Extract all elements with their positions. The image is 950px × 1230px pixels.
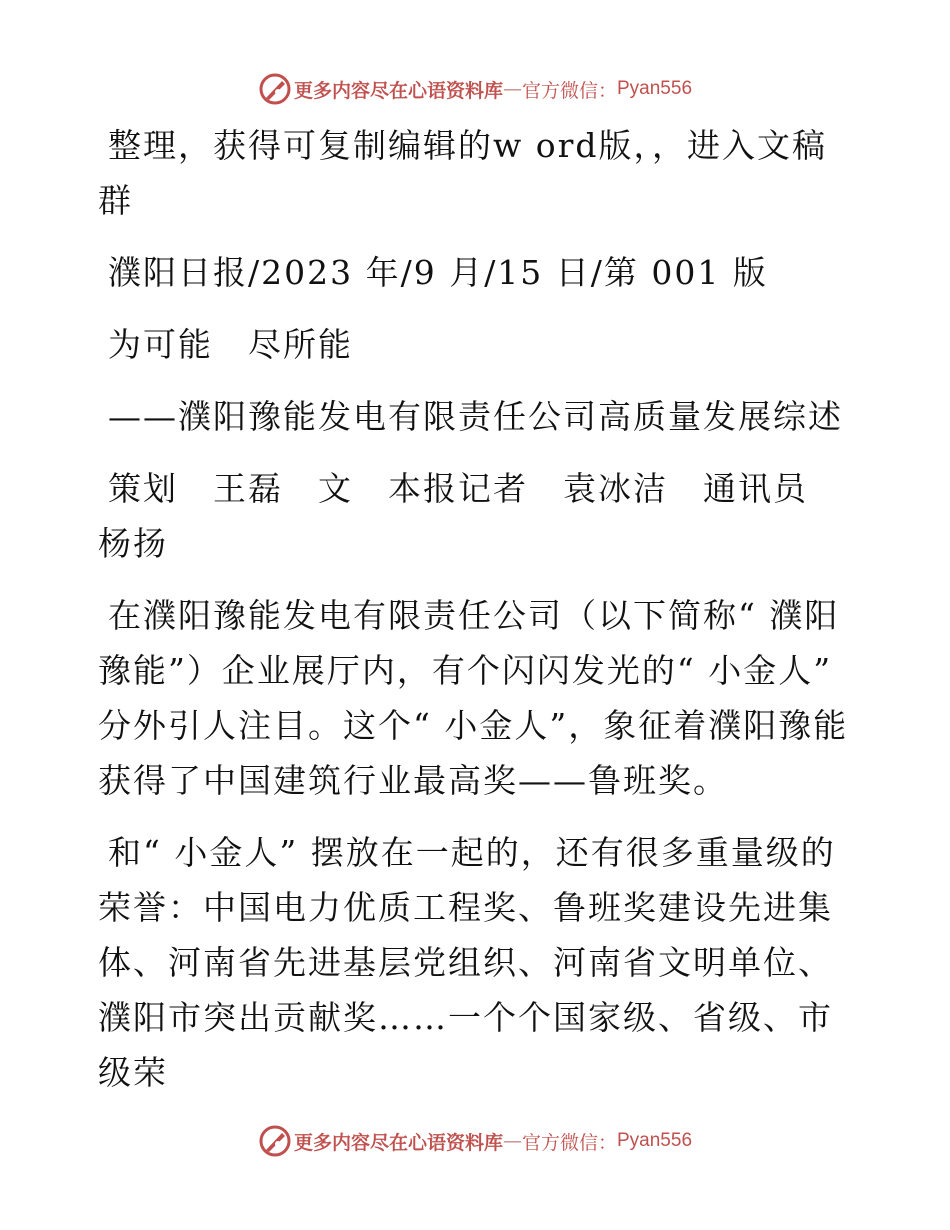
footer-watermark	[0, 1124, 950, 1158]
document-body	[98, 118, 850, 1117]
article-byline: 策划 王磊 文 本报记者 袁冰洁 通讯员 杨扬	[98, 469, 843, 563]
article-subtitle: ——濮阳豫能发电有限责任公司高质量发展综述	[108, 397, 843, 436]
watermark-wechat-label: 官方微信：	[521, 79, 617, 102]
watermark-main-text: 更多内容尽在心语资料库	[293, 79, 503, 102]
header-watermark	[0, 72, 950, 106]
quill-logo-icon	[258, 72, 292, 106]
paragraph-source-line: 濮阳日报/2023 年/9 月/15 日/第 001 版	[108, 253, 768, 292]
watermark-wechat-id: Pyan556	[617, 78, 693, 99]
watermark-wechat-id: Pyan556	[617, 1130, 693, 1151]
watermark-separator: —	[502, 1130, 522, 1152]
paragraph-body-1: 在濮阳豫能发电有限责任公司（以下简称“ 濮阳豫能”）企业展厅内，有个闪闪发光的“ 小金人” 分外引人注目。这个“ 小金人”，象征着濮阳豫能获得了中国建筑行业最高奖——鲁班奖。	[98, 596, 849, 800]
paragraph-intro-note: 整理，获得可复制编辑的w ord版，，进入文稿群	[98, 126, 828, 220]
article-title: 为可能 尽所能	[108, 325, 353, 364]
watermark-main-text: 更多内容尽在心语资料库	[293, 1131, 503, 1154]
watermark-separator: —	[502, 78, 522, 100]
watermark-wechat-label: 官方微信：	[521, 1131, 617, 1154]
quill-logo-icon	[258, 1124, 292, 1158]
paragraph-body-2: 和“ 小金人” 摆放在一起的，还有很多重量级的荣誉：中国电力优质工程奖、鲁班奖建设先进集体、河南省先进基层党组织、河南省文明单位、濮阳市突出贡献奖……一个个国家级、省级、市级荣	[98, 833, 836, 1092]
